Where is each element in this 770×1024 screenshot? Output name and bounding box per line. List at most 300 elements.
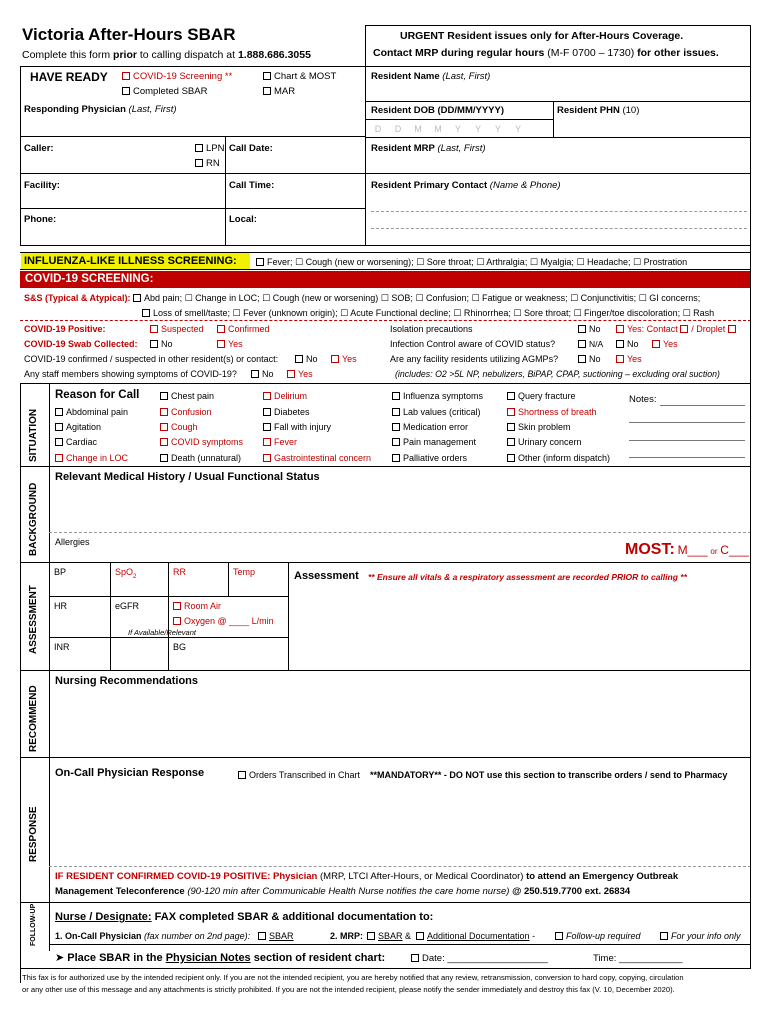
rule	[20, 757, 751, 758]
rn-checkbox[interactable]	[195, 158, 220, 170]
rule	[365, 25, 751, 26]
reason-diabetes[interactable]	[263, 406, 310, 418]
checkbox-icon	[616, 355, 624, 363]
reason-fall[interactable]	[263, 421, 331, 433]
notes-line	[629, 422, 745, 423]
reason-label: Lab values (critical)	[403, 407, 481, 417]
completed-sbar-checkbox[interactable]	[122, 86, 207, 98]
call-date-field[interactable]: Call Date:	[229, 143, 273, 154]
checkbox-icon	[263, 72, 271, 80]
additional-label: Additional Documentation	[427, 931, 530, 941]
ss-items-1: Abd pain; ☐ Change in LOC; ☐ Cough (new or worsening) ☐ SOB; ☐ Confusion; ☐ Fatigue or weakness; ☐ Conjunctivitis; ☐ GI concerns;	[144, 293, 701, 303]
rule	[750, 246, 751, 969]
followup-title-rest: FAX completed SBAR & additional documentation to:	[151, 911, 434, 923]
have-ready-label: HAVE READY	[30, 70, 108, 84]
physician-hint: (Last, First)	[128, 104, 177, 115]
oxygen-label: Oxygen @ ____ L/min	[184, 616, 274, 626]
checkbox-icon	[263, 392, 271, 400]
chart-most-checkbox[interactable]	[263, 71, 336, 83]
checkbox-icon	[263, 438, 271, 446]
lpn-checkbox[interactable]	[195, 143, 224, 155]
checkbox-icon	[55, 408, 63, 416]
no-label: No	[262, 369, 274, 379]
reason-urinary[interactable]	[507, 436, 582, 448]
reason-label: Agitation	[66, 422, 102, 432]
checkbox-icon	[160, 438, 168, 446]
disclaimer-line2: or any other use of this message and any attachments is strictly prohibited. If you are not the intended recipient, please notify the sender immediately and destroy this fax (V. 10, December 2020).	[22, 985, 675, 994]
swab-yes-checkbox[interactable]	[217, 338, 243, 350]
checkbox-icon	[507, 438, 515, 446]
mandatory-note: **MANDATORY** - DO NOT use this section to transcribe orders / send to Pharmacy	[370, 770, 728, 780]
reason-label: Fall with injury	[274, 422, 332, 432]
response-title: On-Call Physician Response	[55, 767, 205, 779]
lpn-label: LPN	[206, 143, 225, 154]
dashed-rule	[371, 211, 747, 212]
dob-digit: D	[374, 124, 382, 134]
yes-label: Yes	[228, 339, 243, 349]
infection-yes[interactable]	[652, 338, 678, 350]
temp-field[interactable]: Temp	[233, 567, 256, 577]
checkbox-icon	[416, 932, 424, 940]
call-time-field[interactable]: Call Time:	[229, 180, 275, 191]
notes-label: Notes:	[629, 394, 657, 405]
covid-label: COVID-19 SCREENING:	[25, 273, 154, 285]
required-label: Follow-up required	[566, 931, 641, 941]
no-label: No	[161, 339, 173, 349]
rule	[168, 562, 169, 670]
covid-emergency-line1	[55, 871, 678, 883]
facility-field[interactable]: Facility:	[24, 180, 60, 191]
reason-for-call-title: Reason for Call	[55, 389, 140, 401]
reason-label: Delirium	[274, 391, 308, 401]
checkbox-icon	[392, 454, 400, 462]
reason-delirium[interactable]	[263, 390, 307, 402]
primary-contact-field[interactable]	[371, 180, 561, 192]
rn-label: RN	[206, 158, 220, 169]
rule	[20, 902, 751, 903]
checkbox-icon	[392, 423, 400, 431]
checkbox-icon	[728, 325, 736, 333]
spo2-field[interactable]	[115, 566, 136, 583]
reason-label: Urinary concern	[518, 437, 582, 447]
rule	[20, 466, 751, 467]
checkbox-icon	[367, 932, 375, 940]
na-label: N/A	[589, 339, 604, 349]
covid-screening-label: COVID-19 Screening **	[133, 71, 233, 82]
followup-title-underlined: Nurse / Designate:	[55, 911, 152, 923]
background-section-label: BACKGROUND	[28, 482, 39, 556]
checkbox-icon	[287, 370, 295, 378]
checkbox-icon	[295, 355, 303, 363]
mrp-hint: (Last, First)	[437, 143, 486, 154]
rr-field[interactable]: RR	[173, 567, 186, 577]
confirmed-checkbox[interactable]	[217, 323, 270, 335]
checkbox-icon	[251, 370, 259, 378]
checkbox-icon	[263, 87, 271, 95]
primary-contact-hint: (Name & Phone)	[489, 180, 561, 191]
rule	[20, 173, 366, 174]
no-label: No	[589, 354, 601, 364]
orders-label: Orders Transcribed in Chart	[249, 770, 361, 780]
spo2-label: SpO	[115, 567, 134, 577]
additional-doc-checkbox[interactable]: Additional Documentation -	[416, 930, 535, 942]
reason-label: COVID symptoms	[171, 437, 244, 447]
resident-name-label: Resident Name	[371, 71, 440, 82]
teleconference-number: @ 250.519.7700 ext. 26834	[512, 886, 631, 897]
rule	[365, 25, 366, 245]
background-title: Relevant Medical History / Usual Functional Status	[55, 471, 320, 483]
rule	[365, 137, 751, 138]
checkbox-icon	[217, 325, 225, 333]
reason-cardiac[interactable]	[55, 436, 97, 448]
rule	[365, 119, 553, 120]
reason-cough[interactable]	[160, 421, 198, 433]
agmps-label: Are any facility residents utilizing AGMPs?	[390, 354, 559, 364]
isolation-yes-label: Yes: Contact	[627, 324, 678, 334]
resident-contact-label: COVID-19 confirmed / suspected in other resident(s) or contact:	[24, 354, 279, 364]
oxygen-checkbox[interactable]	[173, 615, 274, 627]
checkbox-icon	[578, 325, 586, 333]
swab-label: COVID-19 Swab Collected:	[24, 339, 138, 349]
reason-label: Chest pain	[171, 391, 215, 401]
resident-dob-label	[371, 105, 504, 117]
checkbox-icon	[133, 294, 141, 302]
sbar-label: SBAR	[378, 931, 403, 941]
reason-label: Death (unnatural)	[171, 453, 242, 463]
urgent-notice-line1: URGENT Resident issues only for After-Hours Coverage.	[400, 30, 684, 42]
reason-label: Fever	[274, 437, 298, 447]
dob-digit: Y	[454, 124, 461, 134]
agmps-yes[interactable]	[616, 353, 642, 365]
place-post: section of resident chart:	[250, 952, 386, 964]
checkbox-icon	[173, 602, 181, 610]
reason-agitation[interactable]	[55, 421, 101, 433]
suspected-label: Suspected	[161, 324, 204, 334]
resident-contact-no[interactable]	[295, 353, 318, 365]
checkbox-icon	[263, 454, 271, 462]
yes-label: Yes	[627, 354, 642, 364]
reason-fracture[interactable]	[507, 390, 576, 402]
checkbox-icon	[195, 159, 203, 167]
reason-gi[interactable]	[263, 452, 371, 464]
dashed-rule	[49, 532, 751, 533]
checkbox-icon	[173, 617, 181, 625]
rule	[228, 562, 229, 596]
reason-abdominal[interactable]	[55, 406, 128, 418]
checkbox-icon	[150, 340, 158, 348]
followup-item2: 2. MRP:	[330, 931, 364, 941]
rule	[20, 562, 751, 563]
reason-lab[interactable]	[392, 406, 481, 418]
assessment-note: ** Ensure all vitals & a respiratory assessment are recorded PRIOR to calling **	[368, 572, 687, 582]
reason-palliative[interactable]	[392, 452, 467, 464]
rule	[20, 968, 751, 969]
reason-covid[interactable]	[160, 436, 243, 448]
infection-control-label: Infection Control aware of COVID status?	[390, 339, 556, 349]
followup-title	[55, 910, 433, 924]
checkbox-icon	[142, 309, 150, 317]
reason-pain[interactable]	[392, 436, 476, 448]
staff-no[interactable]	[251, 368, 274, 380]
checkbox-icon	[507, 423, 515, 431]
checkbox-icon	[122, 72, 130, 80]
phn-hint: (10)	[622, 105, 640, 116]
rule	[225, 136, 226, 245]
info-only-checkbox[interactable]	[660, 930, 741, 942]
checkbox-icon	[55, 454, 63, 462]
hr-field[interactable]: HR	[54, 601, 67, 611]
physician-label: Responding Physician	[24, 104, 126, 115]
urgent-text: Contact MRP during regular hours	[373, 47, 548, 59]
checkbox-icon	[160, 454, 168, 462]
reason-skin[interactable]	[507, 421, 571, 433]
dob-digit: Y	[494, 124, 501, 134]
subtitle-text: Complete this form	[22, 49, 114, 61]
reason-label: Pain management	[403, 437, 477, 447]
form-subtitle	[22, 49, 311, 61]
resident-phn-field[interactable]	[557, 105, 639, 117]
swab-no-checkbox[interactable]	[150, 338, 173, 350]
rule	[20, 670, 751, 671]
phone-field[interactable]: Phone:	[24, 214, 57, 225]
sbar-label: SBAR	[269, 931, 294, 941]
reason-label: Abdominal pain	[66, 407, 129, 417]
checkbox-icon	[507, 392, 515, 400]
subtitle-mid: to calling dispatch at	[136, 49, 238, 61]
place-sbar-instruction	[55, 951, 385, 965]
checkbox-icon	[122, 87, 130, 95]
spo2-sub: 2	[133, 573, 137, 580]
checkbox-icon	[217, 340, 225, 348]
checkbox-icon	[411, 954, 419, 962]
date-label: Date: ___________________	[422, 953, 548, 964]
recommend-section-label: RECOMMEND	[28, 685, 39, 752]
most-label: MOST:	[625, 541, 675, 558]
disclaimer-line1: This fax is for authorized use by the intended recipient only. If you are not the intended recipient, you are hereby notified that any review, retransmission, conversion to hard copy, copying, circulation	[22, 973, 684, 982]
form-title: Victoria After-Hours SBAR	[22, 25, 236, 44]
yes-label: Yes	[342, 354, 357, 364]
ss-line1[interactable]	[24, 292, 700, 304]
mar-label: MAR	[274, 86, 296, 97]
reason-chest-pain[interactable]	[160, 390, 214, 402]
rule	[750, 25, 751, 245]
rule	[49, 637, 288, 638]
covid-emergency-action: to attend an Emergency Outbreak	[526, 871, 679, 882]
checkbox-icon	[392, 438, 400, 446]
no-label: No	[589, 324, 601, 334]
bp-field[interactable]: BP	[54, 567, 67, 577]
chart-date-field[interactable]	[411, 953, 548, 965]
reason-other[interactable]	[507, 452, 610, 464]
urgent-hours: (M-F 0700 – 1730)	[547, 47, 635, 59]
followup-item1	[55, 930, 250, 942]
dob-digit: D	[394, 124, 402, 134]
reason-label: Confusion	[171, 407, 212, 417]
place-underlined: Physician Notes	[165, 952, 251, 964]
checkbox-icon	[616, 325, 624, 333]
most-field[interactable]	[625, 540, 749, 562]
reason-sob[interactable]	[507, 406, 597, 418]
reason-confusion[interactable]	[160, 406, 212, 418]
reason-label: Medication error	[403, 422, 469, 432]
resident-name-hint: (Last, First)	[442, 71, 491, 82]
resident-mrp-field[interactable]	[371, 143, 486, 155]
rule	[20, 136, 366, 137]
covid-screening-checkbox[interactable]	[122, 71, 232, 83]
resident-contact-yes[interactable]	[331, 353, 357, 365]
teleconference-label: Management Teleconference	[55, 886, 185, 897]
reason-label: Skin problem	[518, 422, 571, 432]
reason-label: Gastrointestinal concern	[274, 453, 372, 463]
no-label: No	[306, 354, 318, 364]
responding-physician-field[interactable]	[24, 104, 177, 116]
notes-line	[629, 440, 745, 441]
checkbox-icon	[578, 340, 586, 348]
ss-line2[interactable]	[142, 307, 714, 319]
checkbox-icon	[652, 340, 660, 348]
notes-line	[660, 405, 745, 406]
primary-contact-label: Resident Primary Contact	[371, 180, 488, 191]
reason-label: Cough	[171, 422, 198, 432]
rule	[20, 245, 751, 246]
reason-label: Diabetes	[274, 407, 310, 417]
suspected-checkbox[interactable]	[150, 323, 204, 335]
reason-label: Influenza symptoms	[403, 391, 484, 401]
checkbox-icon	[256, 258, 264, 266]
ili-label: INFLUENZA-LIKE ILLNESS SCREENING:	[24, 255, 237, 267]
inr-field[interactable]: INR	[54, 642, 70, 652]
checkbox-icon	[263, 423, 271, 431]
reason-label: Change in LOC	[66, 453, 129, 463]
room-air-checkbox[interactable]	[173, 600, 221, 612]
rule	[20, 66, 21, 246]
checkbox-icon	[555, 932, 563, 940]
reason-medication[interactable]	[392, 421, 468, 433]
item1-hint: (fax number on 2nd page):	[144, 931, 251, 941]
checkbox-icon	[150, 325, 158, 333]
ili-items: Fever; ☐ Cough (new or worsening); ☐ Sore throat; ☐ Arthralgia; ☐ Myalgia; ☐ Headache; ☐ Prostration	[267, 257, 688, 267]
info-label: For your info only	[671, 931, 741, 941]
bg-field[interactable]: BG	[173, 642, 187, 652]
covid-emergency-mid: (MRP, LTCI After-Hours, or Medical Coordinator)	[317, 871, 527, 882]
most-c: C___	[720, 543, 749, 557]
rule	[110, 562, 111, 670]
item1-label: 1. On-Call Physician	[55, 931, 142, 941]
yes-label: Yes	[298, 369, 313, 379]
droplet-label: / Droplet	[691, 324, 726, 334]
isolation-no[interactable]	[578, 323, 601, 335]
staff-yes[interactable]	[287, 368, 313, 380]
dob-digit-boxes[interactable]	[368, 123, 528, 136]
dashed-rule	[20, 320, 751, 321]
reason-label: Other (inform dispatch)	[518, 453, 611, 463]
notes-line	[629, 457, 745, 458]
room-air-label: Room Air	[184, 601, 222, 611]
checkbox-icon	[578, 355, 586, 363]
checkbox-icon	[392, 408, 400, 416]
checkbox-icon	[507, 408, 515, 416]
place-pre: Place SBAR in the	[67, 952, 166, 964]
completed-sbar-label: Completed SBAR	[133, 86, 208, 97]
situation-section-label: SITUATION	[28, 408, 39, 462]
agmps-note: (includes: O2 >5L NP, nebulizers, BiPAP, CPAP, suctioning – excluding oral suction)	[395, 369, 720, 379]
covid-positive-label: COVID-19 Positive:	[24, 324, 106, 334]
most-m: M___	[677, 543, 708, 557]
checkbox-icon	[55, 438, 63, 446]
local-field[interactable]: Local:	[229, 214, 257, 225]
reason-label: Cardiac	[66, 437, 98, 447]
caller-field[interactable]: Caller:	[24, 143, 54, 154]
reason-label: Palliative orders	[403, 453, 468, 463]
sbar-checkbox-2[interactable]: SBAR &	[367, 930, 411, 942]
resident-name-field[interactable]	[371, 71, 490, 83]
rule	[49, 596, 288, 597]
checkbox-icon	[331, 355, 339, 363]
checkbox-icon	[160, 408, 168, 416]
rule	[365, 173, 751, 174]
egfr-field[interactable]: eGFR	[115, 601, 140, 611]
dob-digit: M	[434, 124, 442, 134]
rule	[20, 383, 21, 983]
arrow-icon: ➤	[55, 952, 65, 964]
staff-symptoms-label: Any staff members showing symptoms of COVID-19?	[24, 369, 237, 379]
isolation-yes[interactable]	[616, 323, 739, 335]
teleconference-note: (90-120 min after Communicable Health Nurse notifies the care home nurse)	[184, 886, 513, 897]
covid-emergency-lead: IF RESIDENT CONFIRMED COVID-19 POSITIVE: Physician	[55, 871, 318, 882]
rule	[20, 66, 751, 67]
reason-influenza[interactable]	[392, 390, 483, 402]
subtitle-bold: prior	[113, 49, 137, 61]
checkbox-icon	[680, 325, 688, 333]
rule	[365, 101, 751, 102]
dob-digit: M	[414, 124, 422, 134]
allergies-field[interactable]: Allergies	[55, 537, 90, 547]
checkbox-icon	[258, 932, 266, 940]
chart-time-field[interactable]: Time: ____________	[593, 953, 683, 964]
sbar-checkbox-1[interactable]	[258, 930, 294, 942]
infection-no[interactable]	[616, 338, 639, 350]
dob-digit: Y	[474, 124, 481, 134]
dashed-rule	[49, 866, 751, 867]
followup-required-checkbox[interactable]	[555, 930, 641, 942]
rule	[20, 208, 366, 209]
reason-death[interactable]	[160, 452, 241, 464]
checkbox-icon	[263, 408, 271, 416]
reason-change-loc[interactable]	[55, 452, 128, 464]
reason-label: Shortness of breath	[518, 407, 597, 417]
reason-fever[interactable]	[263, 436, 297, 448]
dispatch-phone: 1.888.686.3055	[237, 49, 311, 61]
checkbox-icon	[195, 144, 203, 152]
checkbox-icon	[160, 423, 168, 431]
chart-most-label: Chart & MOST	[274, 71, 337, 82]
ili-symptoms[interactable]	[256, 256, 687, 268]
assessment-title: Assessment	[294, 570, 359, 582]
confirmed-label: Confirmed	[228, 324, 270, 334]
covid-emergency-line2	[55, 886, 630, 898]
isolation-label: Isolation precautions	[390, 324, 473, 334]
mar-checkbox[interactable]	[263, 86, 295, 98]
followup-section-label: FOLLOW-UP	[30, 903, 37, 946]
infection-na[interactable]	[578, 338, 603, 350]
dashed-rule	[371, 228, 747, 229]
checkbox-icon	[55, 423, 63, 431]
agmps-no[interactable]	[578, 353, 601, 365]
dob-label-text: Resident DOB (DD/MM/YYYY)	[371, 105, 505, 116]
assessment-section-label: ASSESSMENT	[28, 585, 39, 654]
response-section-label: RESPONSE	[28, 806, 39, 862]
orders-transcribed-checkbox[interactable]	[238, 769, 360, 781]
